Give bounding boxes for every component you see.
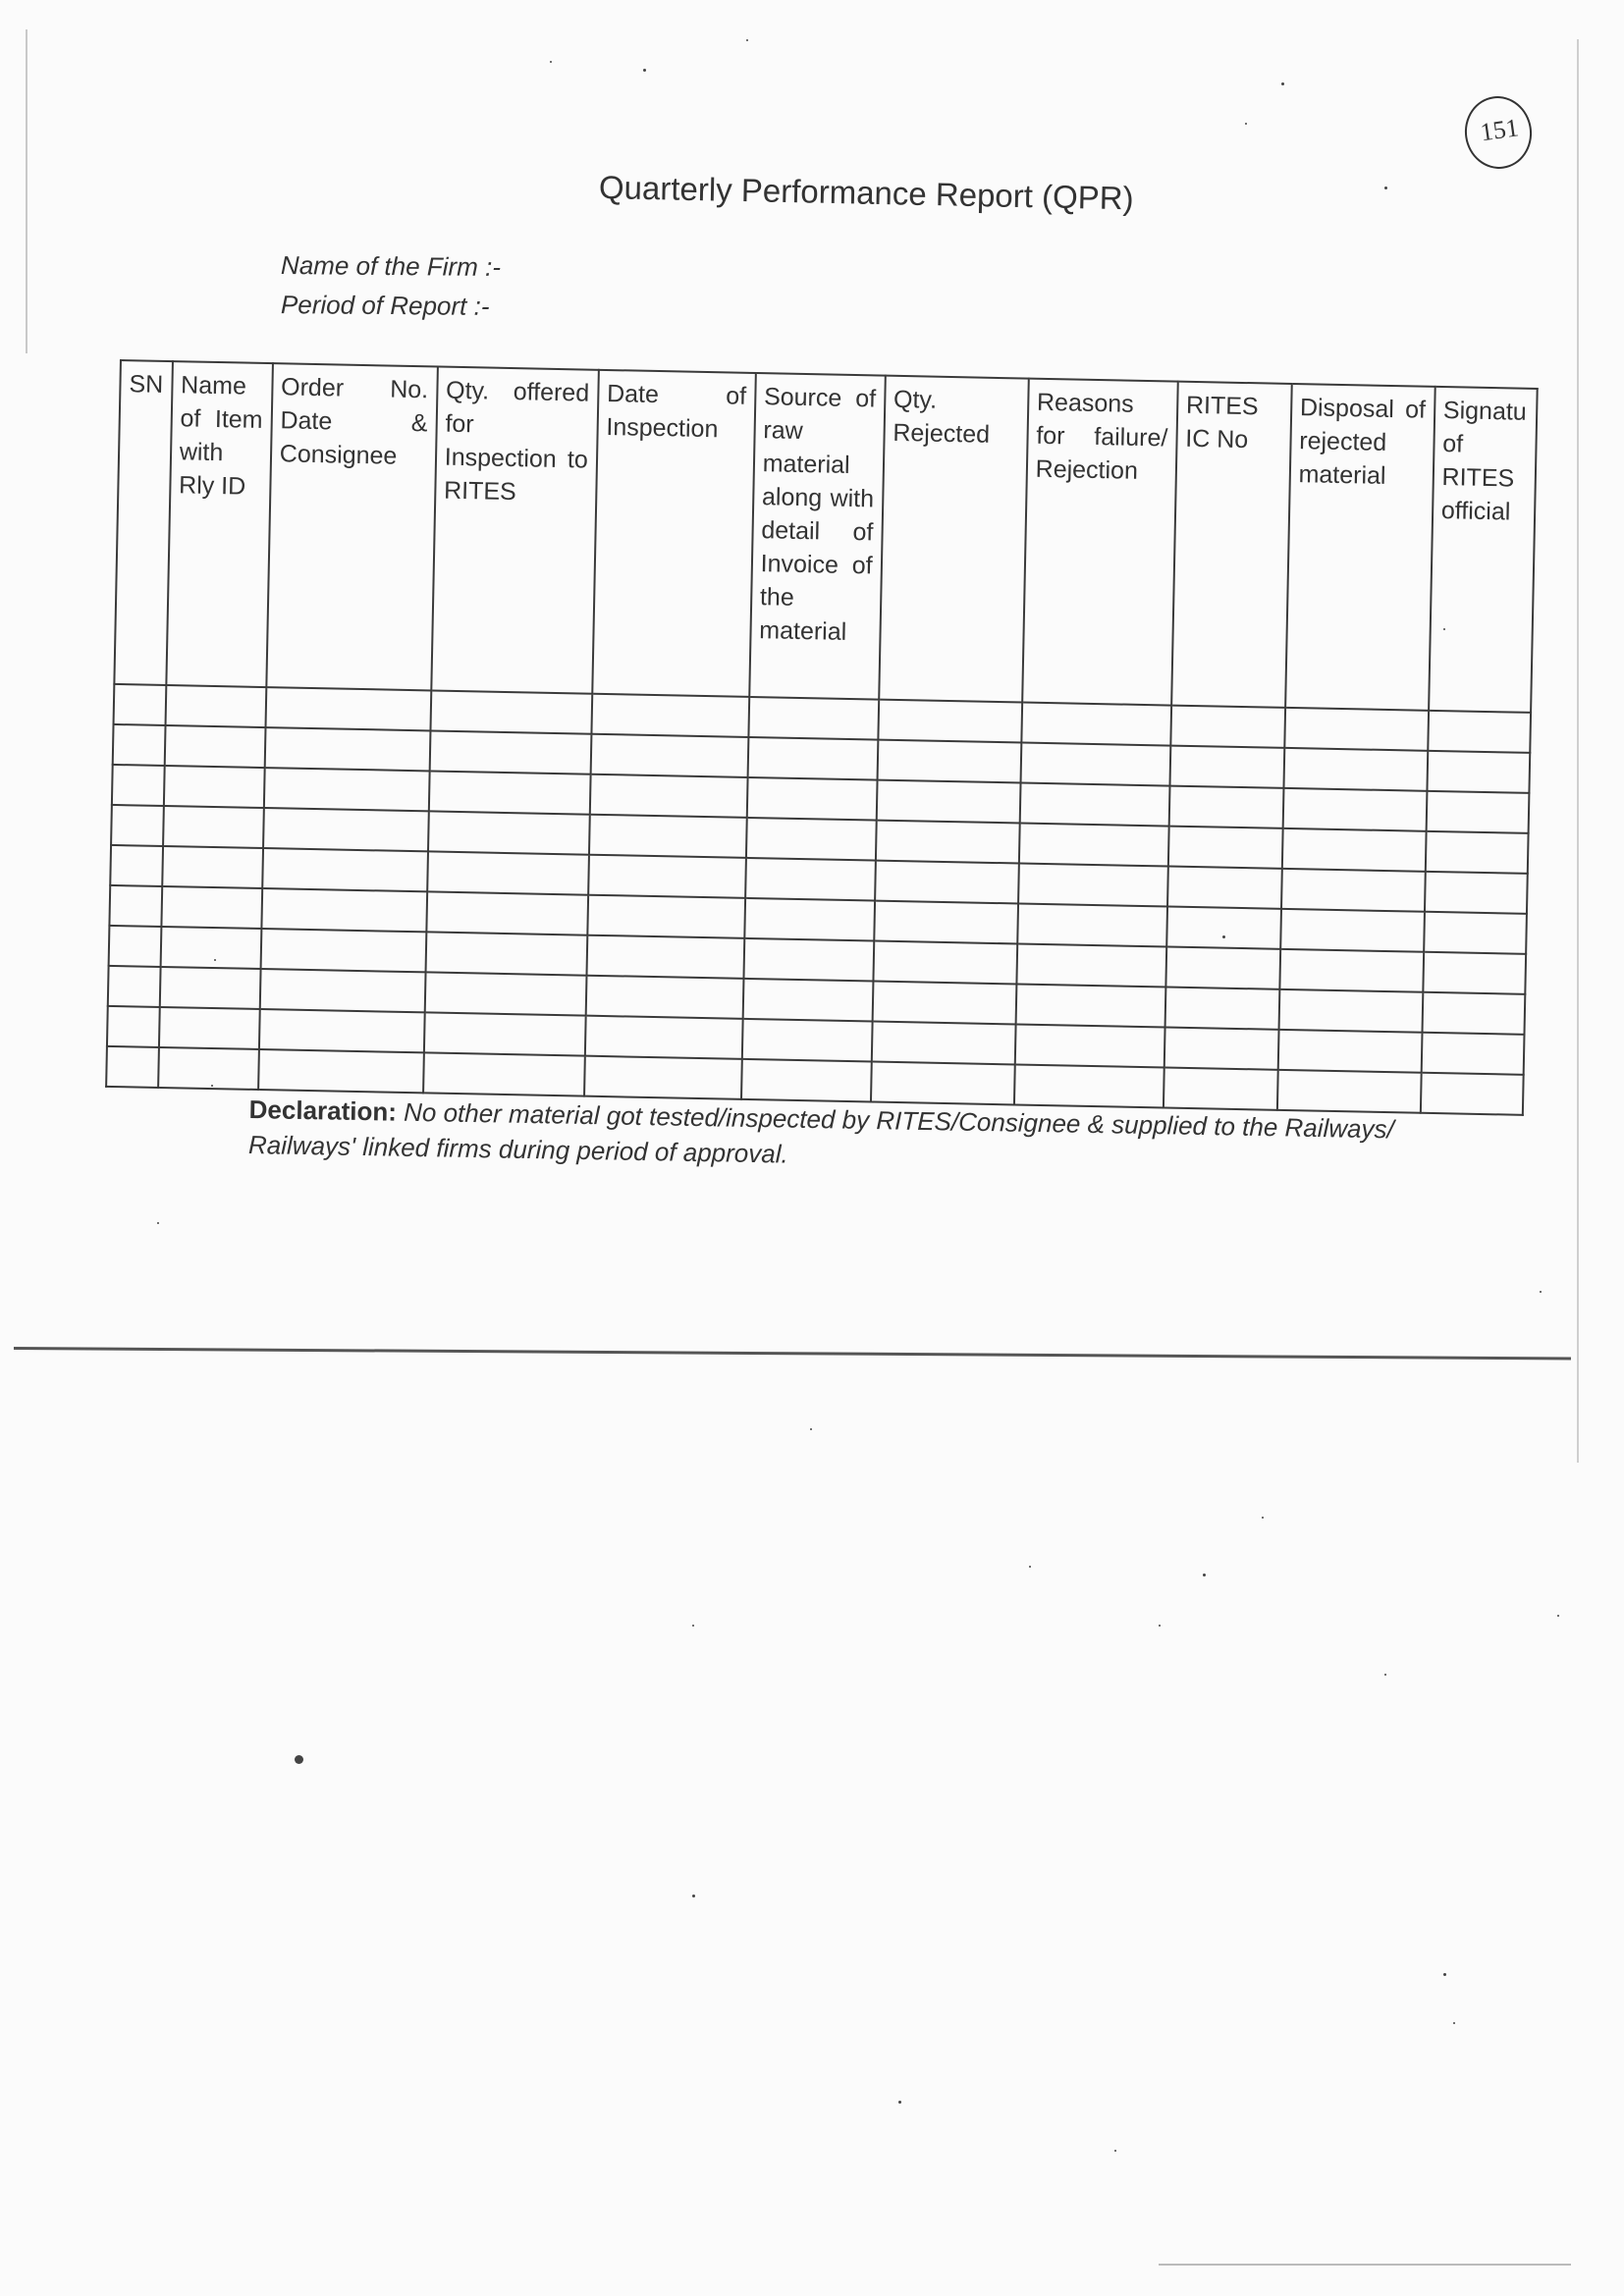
scan-edge-left: [26, 29, 27, 353]
table-cell: [262, 848, 428, 891]
table-cell: [872, 1022, 1016, 1065]
table-cell: [1428, 711, 1531, 753]
table-cell: [1164, 1027, 1278, 1069]
header-rites-ic-no: RITES IC No: [1171, 382, 1292, 708]
scan-speck: [1245, 123, 1247, 125]
scan-speck: [1222, 935, 1225, 938]
table-cell: [589, 815, 747, 858]
table-cell: [159, 1007, 260, 1049]
table-cell: [161, 886, 262, 929]
bottom-edge-line: [1159, 2264, 1571, 2266]
scan-speck: [295, 1755, 303, 1764]
table-cell: [585, 1016, 743, 1059]
header-qty-offered: Qty. offered for Inspection to RITES: [431, 366, 599, 693]
table-cell: [587, 895, 745, 938]
table-cell: [1015, 984, 1165, 1027]
table-cell: [748, 697, 879, 740]
table-cell: [160, 927, 261, 969]
table-cell: [111, 805, 164, 846]
scan-speck: [1557, 1615, 1559, 1617]
table-cell: [1282, 828, 1427, 872]
table-cell: [109, 926, 162, 967]
table-cell: [424, 972, 586, 1015]
scan-speck: [1281, 82, 1284, 85]
scan-speck: [1029, 1566, 1031, 1568]
table-cell: [1019, 823, 1169, 866]
header-rites-signature: Signatu of RITES official: [1429, 387, 1538, 713]
scan-speck: [643, 69, 646, 72]
table-cell: [1423, 952, 1526, 994]
table-cell: [424, 1012, 586, 1055]
table-cell: [1016, 943, 1166, 987]
table-cell: [1020, 743, 1170, 786]
table-cell: [746, 777, 877, 821]
scan-speck: [1443, 628, 1445, 630]
table-cell: [588, 855, 746, 898]
declaration-text: No other material got tested/inspected by RITES/Consignee & supplied to the Railways/ Railways' linked firms during period of approval.: [247, 1096, 1395, 1169]
header-order-no: Order No. Date & Consignee: [266, 363, 438, 690]
table-cell: [586, 935, 744, 979]
table-cell: [1422, 992, 1525, 1035]
table-cell: [741, 1059, 872, 1102]
table-cell: [1277, 1070, 1422, 1113]
table-cell: [590, 774, 748, 818]
table-cell: [873, 941, 1017, 985]
table-cell: [163, 806, 264, 848]
table-cell: [872, 982, 1016, 1025]
table-cell: [874, 901, 1018, 944]
table-cell: [264, 727, 430, 771]
report-period-label: Period of Report :-: [280, 290, 490, 321]
table-cell: [164, 725, 265, 768]
table-cell: [1424, 912, 1527, 954]
table-cell: [1014, 1024, 1164, 1067]
table-cell: [162, 846, 263, 888]
scan-speck: [1384, 1674, 1386, 1676]
scan-speck: [1114, 2150, 1116, 2152]
qpr-table: [105, 359, 1538, 1116]
scan-speck: [157, 1222, 159, 1224]
fold-line: [14, 1347, 1571, 1361]
scan-speck: [1443, 1973, 1446, 1976]
table-cell: [1277, 1030, 1422, 1073]
table-cell: [265, 687, 431, 730]
table-cell: [590, 734, 748, 777]
table-cell: [1167, 867, 1282, 909]
table-cell: [876, 821, 1020, 864]
table-cell: [742, 1019, 873, 1062]
table-cell: [110, 845, 163, 886]
table-cell: [426, 891, 588, 934]
table-cell: [1019, 782, 1169, 826]
header-qty-rejected: Qty. Rejected: [879, 376, 1029, 703]
scan-speck: [1203, 1574, 1206, 1576]
table-cell: [263, 808, 429, 851]
header-disposal: Disposal of rejected material: [1285, 384, 1435, 711]
table-cell: [430, 690, 592, 733]
header-rejection-reasons: Reasons for failure/ Rejection: [1022, 379, 1178, 706]
table-cell: [1283, 748, 1428, 791]
table-cell: [744, 898, 875, 941]
table-cell: [258, 1049, 424, 1093]
header-item-name: Name of Item with Rly ID: [166, 361, 273, 687]
table-cell: [113, 724, 166, 766]
table-cell: [261, 888, 427, 932]
table-cell: [1284, 708, 1429, 751]
table-cell: [165, 685, 266, 727]
table-cell: [1021, 703, 1171, 746]
table-cell: [878, 700, 1022, 743]
table-cell: [425, 932, 587, 975]
scan-edge-right: [1577, 39, 1579, 1463]
header-sn: SN: [114, 360, 172, 685]
declaration-label: Declaration:: [248, 1094, 398, 1127]
scan-speck: [692, 1895, 695, 1897]
table-cell: [260, 929, 426, 972]
table-cell: [106, 1046, 159, 1088]
table-cell: [742, 979, 873, 1022]
table-cell: [1426, 791, 1529, 833]
table-cell: [875, 861, 1019, 904]
table-cell: [1168, 786, 1283, 828]
scan-speck: [1453, 2022, 1455, 2024]
table-cell: [108, 966, 161, 1007]
table-body: [106, 684, 1531, 1115]
table-cell: [1170, 706, 1285, 748]
scan-speck: [1384, 187, 1387, 189]
table-cell: [1421, 1073, 1524, 1115]
header-raw-material-source: Source of raw material along with detail of Invoice of the material: [749, 373, 886, 700]
report-title: Quarterly Performance Report (QPR): [598, 169, 1134, 217]
table-cell: [159, 967, 260, 1009]
table-header-row: [114, 360, 1537, 713]
table-cell: [158, 1047, 259, 1090]
scan-speck: [810, 1428, 812, 1430]
table-cell: [1426, 831, 1529, 874]
table-cell: [109, 885, 162, 927]
table-cell: [1427, 751, 1530, 793]
scan-speck: [214, 959, 216, 961]
table-cell: [428, 811, 590, 854]
table-cell: [107, 1006, 160, 1047]
table-cell: [112, 765, 165, 806]
page-number-stamp: [1460, 92, 1537, 174]
table-cell: [423, 1052, 585, 1095]
table-cell: [1164, 1067, 1278, 1109]
table-cell: [1421, 1033, 1524, 1075]
table-cell: [747, 737, 878, 780]
table-cell: [429, 771, 591, 814]
scan-speck: [550, 61, 552, 63]
table-cell: [584, 1056, 742, 1099]
table-cell: [876, 780, 1020, 824]
table-cell: [114, 684, 167, 725]
table-cell: [427, 851, 589, 894]
table-cell: [1164, 988, 1279, 1030]
table-cell: [1279, 949, 1424, 992]
table-cell: [746, 818, 877, 861]
scan-speck: [211, 1085, 213, 1087]
table-cell: [1017, 903, 1167, 946]
scan-speck: [898, 2101, 901, 2104]
table-cell: [429, 730, 591, 774]
table-cell: [1168, 827, 1283, 869]
page-number: 151: [1478, 113, 1521, 147]
table-cell: [1425, 872, 1528, 914]
scan-speck: [746, 39, 748, 41]
table-cell: [164, 766, 265, 808]
header-inspection-date: Date of Inspection: [592, 370, 756, 697]
table-cell: [1014, 1064, 1164, 1107]
table-cell: [1169, 746, 1284, 788]
scan-speck: [692, 1625, 694, 1627]
table-cell: [745, 858, 876, 901]
table-cell: [871, 1062, 1015, 1105]
table-cell: [877, 740, 1021, 783]
scan-speck: [1159, 1625, 1161, 1627]
table-cell: [1280, 909, 1425, 952]
table-cell: [1281, 869, 1426, 912]
table-cell: [1278, 989, 1423, 1033]
table-cell: [1282, 788, 1427, 831]
table-cell: [259, 969, 425, 1012]
table-cell: [585, 976, 743, 1019]
table-cell: [1018, 863, 1168, 906]
qpr-table-wrapper: [105, 359, 1538, 1116]
table-cell: [264, 768, 430, 811]
table-cell: [259, 1009, 425, 1052]
table-cell: [591, 694, 749, 737]
table-cell: [1165, 947, 1280, 989]
table-cell: [1166, 907, 1281, 949]
table-cell: [743, 938, 874, 982]
scan-speck: [1262, 1517, 1264, 1519]
firm-name-label: Name of the Firm :-: [280, 250, 502, 282]
scan-speck: [1540, 1291, 1542, 1293]
